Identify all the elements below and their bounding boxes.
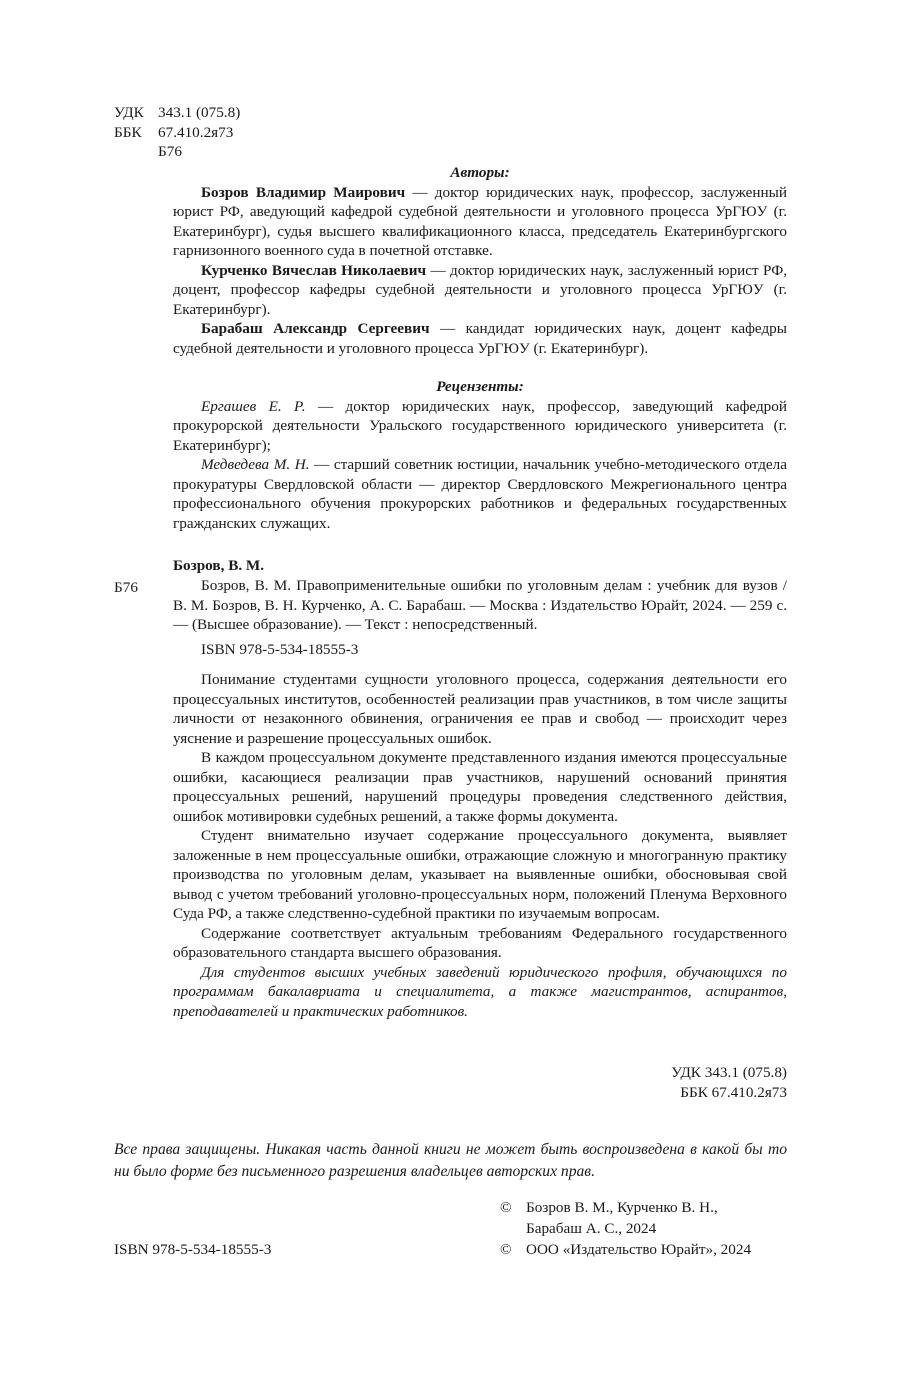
copyright-icon: © (500, 1241, 512, 1258)
record-main-author: Бозров, В. М. (173, 557, 265, 574)
author-mark: Б76 (158, 143, 182, 160)
copyright-authors: Бозров В. М., Курченко В. Н., (526, 1199, 718, 1216)
annotation-paragraph: Студент внимательно изучает содержание процессуального документа, выявляет заложенные в нем процессуальные ошибки, отражающие сложную и многогранную практику производства по уголовным делам, указывает на выявленные ошибки, обосновывая свой вывод с учетом требований уголовно-процессуальных норм, положений Пленума Верховного Суда РФ, а также следственно-судебной практики по изучаемым вопросам. (173, 827, 787, 922)
bbk-right: ББК 67.410.2я73 (680, 1083, 787, 1101)
classification-codes-right (487, 1063, 787, 1102)
record-description: Бозров, В. М. Правоприменительные ошибки по уголовным делам : учебник для вузов / В. М. Бозров, В. Н. Курченко, А. С. Барабаш. — Москва : Издательство Юрайт, 2024. — 259 с. — (Высшее образование). — Текст : непосредственный. (173, 577, 787, 633)
copyright-authors-year: Барабаш А. С., 2024 (526, 1220, 657, 1237)
author-entry: Барабаш Александр Сергеевич — кандидат юридических наук, доцент кафедры судебной деятельности и уголовного процесса УрГЮУ (г. Екатеринбург). (173, 320, 787, 357)
authors-section (173, 163, 787, 358)
reviewer-entry: Медведева М. Н. — старший советник юстиции, начальник учебно-методического отдела прокуратуры Свердловской области — директор Свердловского Межрегионального центра профессионального обучения прокурорских работников и федеральных государственных гражданских служащих. (173, 456, 787, 532)
authors-heading: Авторы: (450, 164, 510, 181)
annotation-paragraph: Понимание студентами сущности уголовного процесса, содержания деятельности его процессуальных институтов, особенностей реализации прав участников, в том числе защиты личности от незаконного обвинения, ограничения ее прав и свобод — происходит через уяснение и разрешение процессуальных ошибок. (173, 671, 787, 747)
annotation-paragraph: В каждом процессуальном документе представленного издания имеются процессуальные ошибки, касающиеся реализации прав участников, нарушений оснований принятия процессуальных решений, нарушений процедуры проведения следственного действия, ошибок мотивировки судебных решений, а также формы документа. (173, 749, 787, 825)
reviewers-heading: Рецензенты: (436, 378, 524, 395)
annotation-paragraph: Содержание соответствует актуальным требованиям Федерального государственного образовательного стандарта высшего образования. (173, 924, 787, 961)
copyright-icon: © (500, 1199, 512, 1216)
reviewers-section (173, 377, 787, 533)
annotation-audience: Для студентов высших учебных заведений юридического профиля, обучающихся по программам бакалавриата и специалитета, а также магистрантов, аспирантов, преподавателей и практических работников. (173, 963, 787, 1020)
copyright-block (500, 1198, 800, 1261)
classification-codes (114, 103, 240, 162)
reviewer-entry: Ергашев Е. Р. — доктор юридических наук, профессор, заведующий кафедрой прокурорской деятельности Уральского государственного юридического университета (г. Екатеринбург); (173, 397, 788, 454)
record-section (173, 576, 787, 635)
rights-notice: Все права защищены. Никакая часть данной книги не может быть воспроизведена в какой бы то ни было форме без письменного разрешения владельцев авторских прав. (114, 1141, 787, 1180)
record-isbn: ISBN 978-5-534-18555-3 (201, 641, 359, 658)
bbk-label: ББК (114, 123, 142, 141)
isbn-bottom: ISBN 978-5-534-18555-3 (114, 1241, 272, 1258)
author-entry: Курченко Вячеслав Николаевич — доктор юридических наук, заслуженный юрист РФ, доцент, профессор кафедры судебной деятельности и уголовного процесса УрГЮУ (г. Екатеринбург). (173, 261, 787, 318)
copyright-publisher: ООО «Издательство Юрайт», 2024 (526, 1241, 752, 1258)
record-mark: Б76 (114, 579, 138, 596)
author-entry: Бозров Владимир Маирович — доктор юридических наук, профессор, заслуженный юрист РФ, аведующий кафедрой судебной деятельности и уголовного процесса УрГЮУ (г. Екатеринбург), судья высшего квалификационного класса, председатель Екатеринбургского гарнизонного военного суда в почетной отставке. (173, 183, 788, 259)
udk-label: УДК (114, 104, 144, 121)
annotation-section (173, 670, 787, 1021)
udk-right: УДК 343.1 (075.8) (671, 1064, 787, 1081)
bbk-value: 67.410.2я73 (158, 123, 234, 141)
udk-value: 343.1 (075.8) (158, 104, 241, 121)
